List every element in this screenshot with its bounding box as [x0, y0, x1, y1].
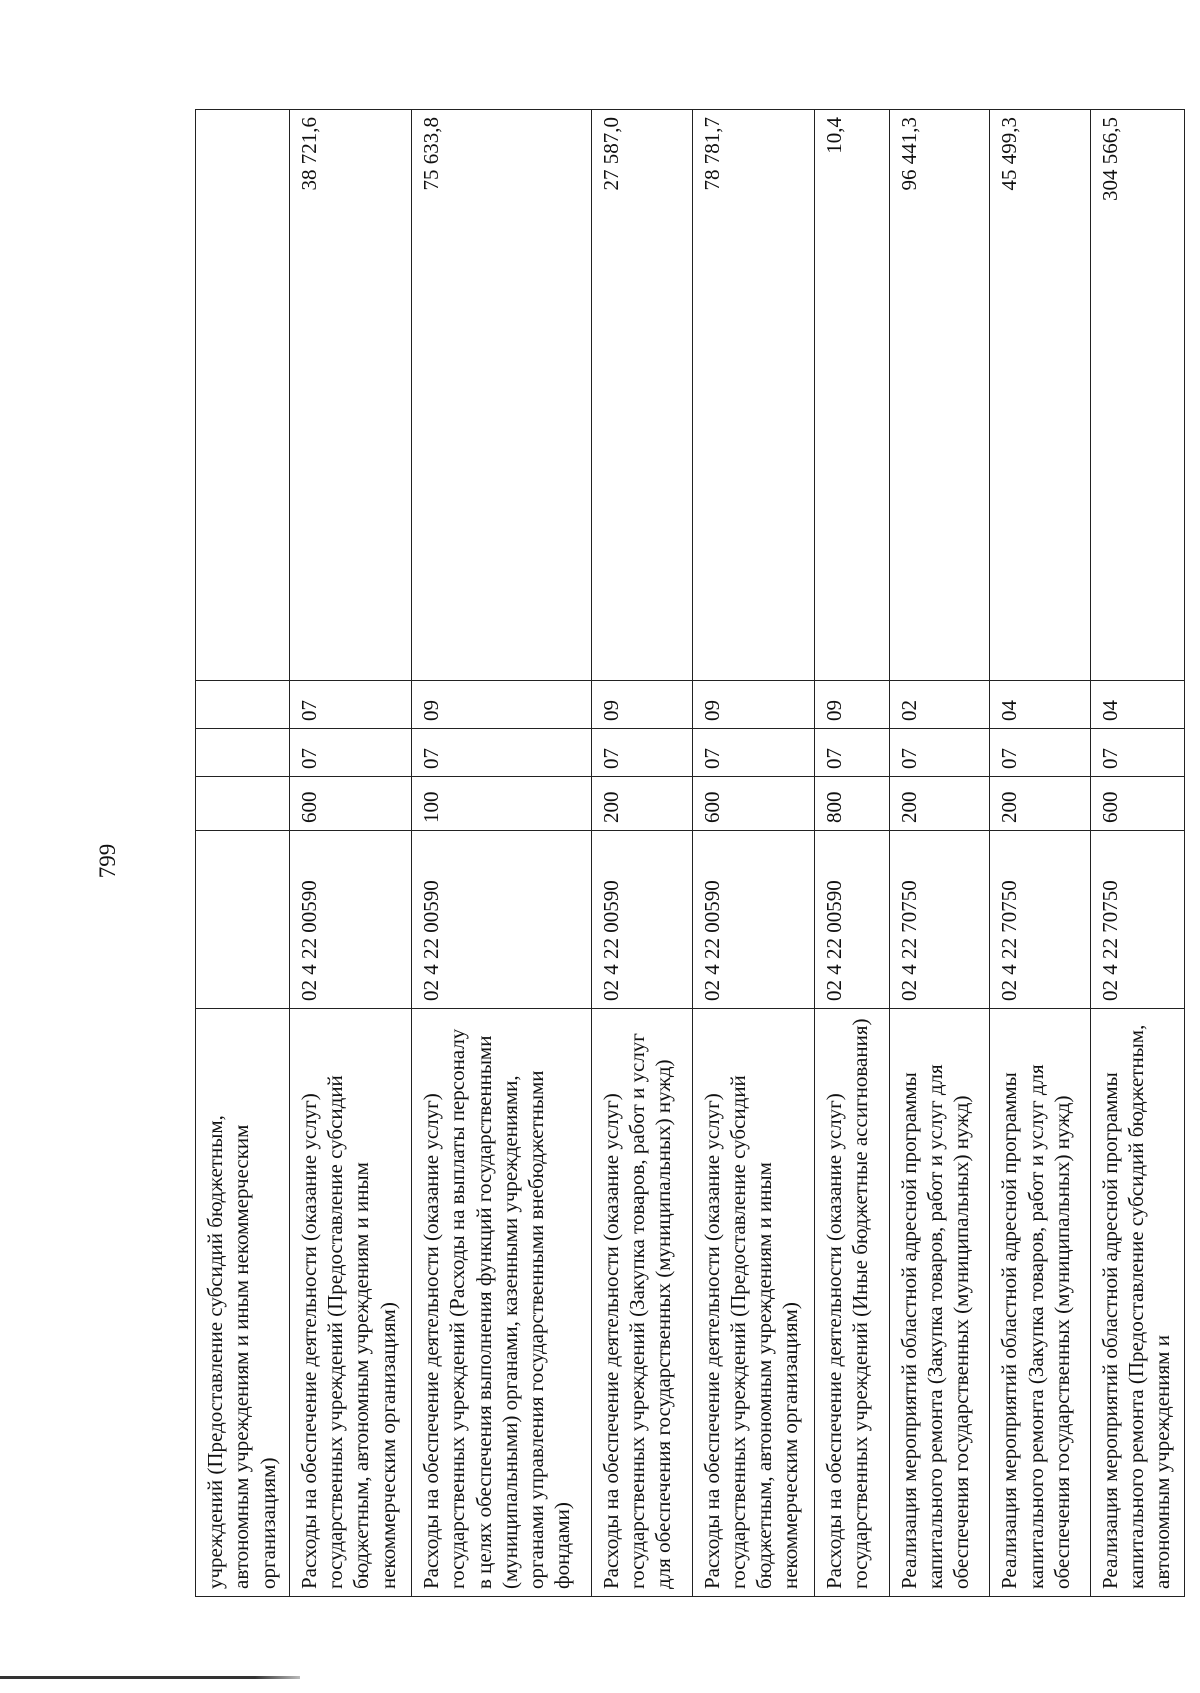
expense-name-cell: Расходы на обеспечение деятельности (оказание услуг) государственных учреждений (Расходы на выплаты персоналу в целях обеспечения выполнения функций государственными (муниципальными) органами, казенными учреждениями, органами управления государственными внебюджетными фондами)	[412, 1009, 592, 1597]
target-code-cell: 02 4 22 70750	[990, 831, 1091, 1009]
amount-cell: 27 587,0	[591, 110, 692, 681]
subsection-cell: 09	[591, 681, 692, 729]
expense-name-cell: Реализация мероприятий областной адресной программы капитального ремонта (Закупка товаров, работ и услуг для обеспечения государственных (муниципальных) нужд)	[990, 1009, 1091, 1597]
amount-cell: 304 566,5	[1090, 110, 1184, 681]
budget-table	[195, 109, 1185, 1597]
section-cell: 07	[289, 729, 411, 777]
table-row	[692, 110, 814, 1597]
table-row	[289, 110, 411, 1597]
amount-cell: 45 499,3	[990, 110, 1091, 681]
page-number: 799	[95, 843, 120, 879]
subsection-cell: 04	[990, 681, 1091, 729]
section-cell: 07	[814, 729, 889, 777]
target-code-cell: 02 4 22 70750	[889, 831, 990, 1009]
table-row	[889, 110, 990, 1597]
subsection-cell: 09	[412, 681, 592, 729]
target-code-cell: 02 4 22 00590	[591, 831, 692, 1009]
expense-type-cell: 600	[289, 777, 411, 831]
expense-name-cell: учреждений (Предоставление субсидий бюджетным, автономным учреждениям и иным некоммерческим организациям)	[196, 1009, 290, 1597]
section-cell: 07	[990, 729, 1091, 777]
expense-name-cell: Реализация мероприятий областной адресной программы капитального ремонта (Предоставление субсидий бюджетным, автономным учреждениям и	[1090, 1009, 1184, 1597]
target-code-cell: 02 4 22 00590	[412, 831, 592, 1009]
table-row	[990, 110, 1091, 1597]
expense-type-cell	[196, 777, 290, 831]
expense-name-cell: Расходы на обеспечение деятельности (оказание услуг) государственных учреждений (Закупка товаров, работ и услуг для обеспечения государственных (муниципальных) нужд)	[591, 1009, 692, 1597]
budget-table-body	[196, 110, 1185, 1597]
amount-cell	[196, 110, 290, 681]
subsection-cell: 04	[1090, 681, 1184, 729]
target-code-cell: 02 4 22 70750	[1090, 831, 1184, 1009]
bottom-rule	[0, 1676, 300, 1679]
target-code-cell	[196, 831, 290, 1009]
expense-name-cell: Расходы на обеспечение деятельности (оказание услуг) государственных учреждений (Иные бюджетные ассигнования)	[814, 1009, 889, 1597]
section-cell: 07	[692, 729, 814, 777]
table-row	[814, 110, 889, 1597]
expense-type-cell: 800	[814, 777, 889, 831]
amount-cell: 78 781,7	[692, 110, 814, 681]
target-code-cell: 02 4 22 00590	[289, 831, 411, 1009]
subsection-cell: 09	[692, 681, 814, 729]
expense-type-cell: 200	[990, 777, 1091, 831]
section-cell	[196, 729, 290, 777]
table-row	[1090, 110, 1184, 1597]
amount-cell: 75 633,8	[412, 110, 592, 681]
expense-name-cell: Реализация мероприятий областной адресной программы капитального ремонта (Закупка товаров, работ и услуг для обеспечения государственных (муниципальных) нужд)	[889, 1009, 990, 1597]
expense-type-cell: 600	[1090, 777, 1184, 831]
expense-name-cell: Расходы на обеспечение деятельности (оказание услуг) государственных учреждений (Предоставление субсидий бюджетным, автономным учреждениям и иным некоммерческим организациям)	[692, 1009, 814, 1597]
expense-type-cell: 100	[412, 777, 592, 831]
subsection-cell: 09	[814, 681, 889, 729]
expense-name-cell: Расходы на обеспечение деятельности (оказание услуг) государственных учреждений (Предоставление субсидий бюджетным, автономным учреждениям и иным некоммерческим организациям)	[289, 1009, 411, 1597]
table-row	[591, 110, 692, 1597]
subsection-cell: 02	[889, 681, 990, 729]
amount-cell: 38 721,6	[289, 110, 411, 681]
target-code-cell: 02 4 22 00590	[692, 831, 814, 1009]
section-cell: 07	[412, 729, 592, 777]
table-row	[196, 110, 290, 1597]
rotated-table-wrapper	[195, 110, 1185, 1597]
subsection-cell: 07	[289, 681, 411, 729]
section-cell: 07	[889, 729, 990, 777]
expense-type-cell: 600	[692, 777, 814, 831]
subsection-cell	[196, 681, 290, 729]
section-cell: 07	[1090, 729, 1184, 777]
target-code-cell: 02 4 22 00590	[814, 831, 889, 1009]
amount-cell: 10,4	[814, 110, 889, 681]
amount-cell: 96 441,3	[889, 110, 990, 681]
expense-type-cell: 200	[591, 777, 692, 831]
table-row	[412, 110, 592, 1597]
section-cell: 07	[591, 729, 692, 777]
expense-type-cell: 200	[889, 777, 990, 831]
